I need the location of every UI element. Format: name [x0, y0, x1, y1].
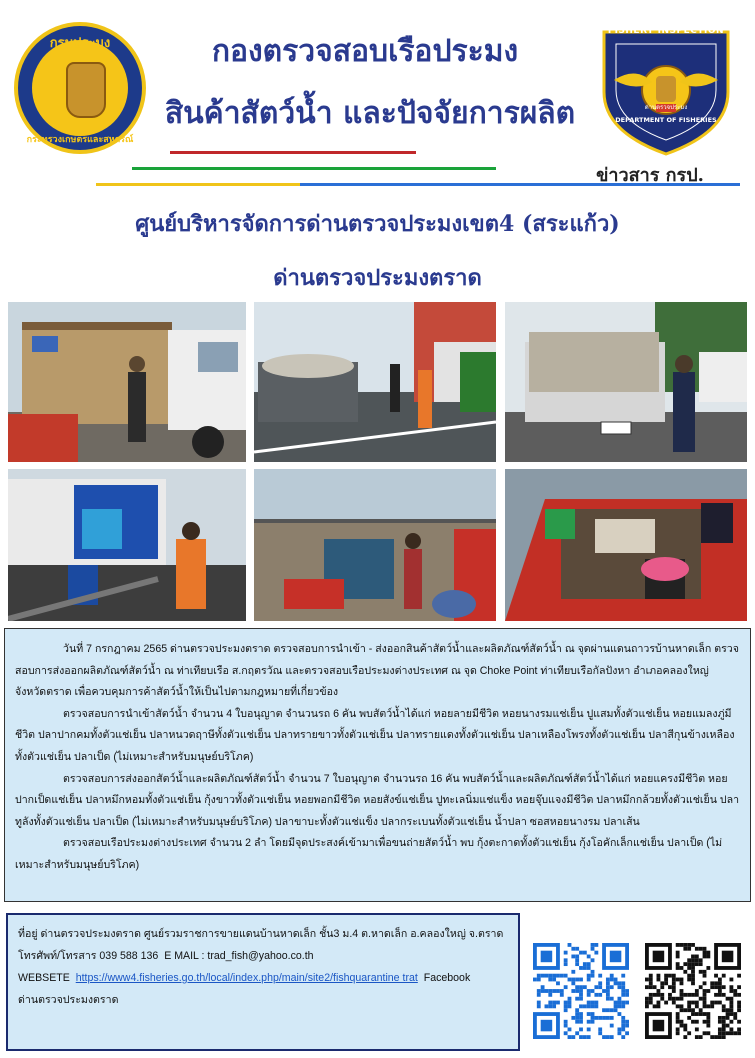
report-paragraph: ตรวจสอบการนำเข้าสัตว์น้ำ จำนวน 4 ใบอนุญาต จำนวนรถ 6 คัน พบสัตว์น้ำได้แก่ หอยลายมีชีวิต หอยนางรมแช่เย็น ปูแสมทั้งตัวแช่เย็น หอยแมลงภู่มีชีวิต ปลาปากคมทั้งตัวแช่เย็น ปลาหนวดฤาษีทั้งตัวแช่เย็น ปลาทรายขาวทั้งตัวแช่เย็น ปลาทรายแดงทั้งตัวแช่เย็น ปลาเหลืองโพรงทั้งตัวแช่เย็น ปลาสีกุนข้างเหลืองทั้งตัวแช่เย็น ปลาเป็ด (ไม่เหมาะสำหรับมนุษย์บริโภค) [15, 707, 735, 763]
contact-phone: โทรศัพท์/โทรสาร 039 588 136 [18, 950, 159, 962]
department-of-fisheries-logo [14, 22, 146, 154]
header-title-line1: กองตรวจสอบเรือประมง [211, 34, 519, 69]
contact-email[interactable]: E MAIL : trad_fish@yahoo.co.th [164, 950, 314, 962]
news-label: ข่าวสาร กรป. [596, 165, 704, 186]
report-paragraph: ตรวจสอบเรือประมงต่างประเทศ จำนวน 2 ลำ โดยมีจุดประสงค์เข้ามาเพื่อขนถ่ายสัตว์น้ำ พบ กุ้งตะกาดทั้งตัวแช่เย็น กุ้งโอคักเล็กแช่เย็น ปลาเป็ด (ไม่เหมาะสำหรับมนุษย์บริโภค) [15, 837, 723, 871]
pickup-inspection-photo [254, 302, 496, 462]
pier-boat-photo [254, 469, 496, 621]
report-paragraph: วันที่ 7 กรกฎาคม 2565 ด่านตรวจประมงตราด ตรวจสอบการนำเข้า - ส่งออกสินค้าสัตว์น้ำและผลิตภัณฑ์สัตว์น้ำ ณ จุดผ่านแดนถาวรบ้านหาดเล็ก ตรวจสอบการส่งออกผลิตภัณฑ์สัตว์น้ำ ณ ท่าเทียบเรือ ส.กฤตรวัณ และตรวจสอบเรือประมงต่างประเทศ ณ จุด Choke Point ท่าเทียบเรือกัลปังหา อำเภอคลองใหญ่ จังหวัดตราด เพื่อควบคุมการค้าสัตว์น้ำให้เป็นไปตามกฎหมายที่เกี่ยวข้อง [15, 643, 739, 699]
logo-left-text-bottom: กระทรวงเกษตรและสหกรณ์ [26, 135, 134, 145]
report-body [4, 628, 751, 902]
website-label: WEBSETE [18, 972, 70, 984]
fishery-inspection-badge [596, 22, 736, 156]
website-link[interactable]: https://www4.fisheries.go.th/local/index.php/main/site2/fishquarantine trat [75, 972, 418, 984]
badge-text-top: FISHERY INSPECTION [607, 26, 725, 36]
decor-line-yellow [96, 183, 306, 186]
facebook-qr-code[interactable] [645, 943, 741, 1039]
contact-phone-email [18, 945, 508, 967]
header-title-line2: สินค้าสัตว์น้ำ และปัจจัยการผลิต [164, 96, 576, 131]
facebook-label: Facebook [423, 972, 471, 984]
facebook-name[interactable]: ด่านตรวจประมงตราด [18, 994, 119, 1006]
contact-address: ที่อยู่ ด่านตรวจประมงตราด ศูนย์รวมราชการขายแดนบ้านหาดเล็ก ชั้น3 ม.4 ต.หาดเล็ก อ.คลองใหญ่ จ.ตราด [18, 928, 504, 940]
pickup-sacks-photo [505, 302, 747, 462]
decor-line-red [170, 151, 416, 154]
decor-line-green [132, 167, 496, 170]
contact-box [6, 913, 520, 1051]
badge-text-bottom: DEPARTMENT OF FISHERIES [615, 116, 717, 124]
logo-left-text-top: กรมประมง [49, 36, 111, 51]
section-title: ศูนย์บริหารจัดการด่านตรวจประมงเขต4 (สระแก้ว) [135, 211, 620, 237]
badge-text-center: ด่านตรวจประมง [644, 104, 688, 111]
logo-emblem [66, 62, 106, 118]
container-truck-photo [8, 469, 246, 621]
section-subtitle: ด่านตรวจประมงตราด [273, 265, 482, 291]
contact-website-row [18, 967, 508, 989]
boat-deck-photo [505, 469, 747, 621]
report-paragraph: ตรวจสอบการส่งออกสัตว์น้ำและผลิตภัณฑ์สัตว์น้ำ จำนวน 7 ใบอนุญาต จำนวนรถ 16 คัน พบสัตว์น้ำและผลิตภัณฑ์สัตว์น้ำได้แก่ หอยแครงมีชีวิต หอยปากเป็ดแช่เย็น ปลาหมึกหอมทั้งตัวแช่เย็น กุ้งขาวทั้งตัวแช่เย็น หอยพอกมีชีวิต หอยสังข์แช่เย็น ปูทะเลนิ่มแช่แข็ง หอยจุ๊บแจงมีชีวิต ปลาหมึกกล้วยทั้งตัวแช่เย็น ปลาทูลังทั้งตัวแช่เย็น ปลาเป็ด (ไม่เหมาะสำหรับมนุษย์บริโภค) ปลาขาบะทั้งตัวแช่แข็ง ปลากระเบนทั้งตัวแช่เย็น น้ำปลา ซอสหอยนางรม ปลาเส้น [15, 772, 740, 828]
website-qr-code[interactable] [533, 943, 629, 1039]
truck-unloading-photo [8, 302, 246, 462]
